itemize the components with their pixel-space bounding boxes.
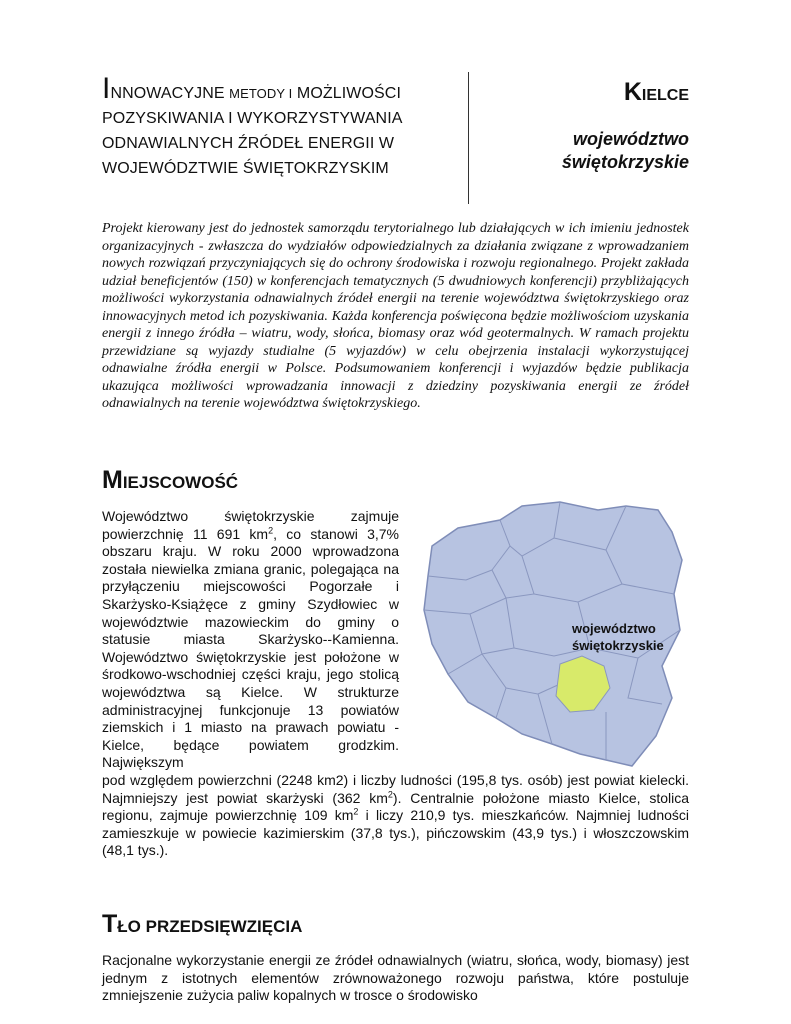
city-name (624, 78, 689, 107)
heading-initial: M (102, 466, 123, 494)
heading-initial: T (102, 910, 118, 938)
region-name: województwo świętokrzyskie (561, 129, 689, 172)
p2-text-b: ). Centralnie położone miasto Kielce, stolica regionu, zajmuje powierzchnię 109 km (102, 789, 690, 824)
p2-superscript-2: 2 (353, 806, 359, 817)
p1-text-b: , co stanowi 3,7% obszaru kraju. W roku 2000 wprowadzona została niewielka zmiana granic, polegająca na przyłączeniu miejscowości Pogorzałe i Skarżysko-Książęce z gminy Szydłowiec w województwie mazowieckim do gminy o statusie miasta Skarżysko--Kamienna. Województwo świętokrzyskie jest położone w środkowo-wschodniej części kraju, jego stolicą województwa są Kielce. W strukturze administracyjnej funkcjonuje 13 powiatów ziemskich i 1 miasto na prawach powiatu - Kielce, będące powiatem grodzkim. Największym (102, 525, 399, 771)
heading-rest: IEJSCOWOŚĆ (122, 473, 239, 492)
section1-paragraph-1 (102, 508, 399, 772)
section-heading-miejscowosc (102, 466, 238, 495)
title-line1-small: METODY I (229, 86, 293, 101)
p2-text-c: i liczy 210,9 tys. mieszkańców. Najmniej ludności zamieszkuje w powiecie kazimierskim (37,8 tys.), pińczowskim (43,9 tys.) i włoszczowskim (48,1 tys.). (102, 807, 690, 859)
section2-paragraph-1: Racjonalne wykorzystanie energii ze źródeł odnawialnych (wiatru, słońca, wody, biomasy) jest jednym z istotnych elementów zrównoważonego rozwoju państwa, które postuluje zmniejszenie zużycia paliw kopalnych w trosce o środowisko (102, 952, 689, 1004)
title-initial: I (102, 72, 111, 105)
section1-paragraph-2 (102, 772, 689, 860)
heading-rest: ŁO PRZEDSIĘWZIĘCIA (117, 917, 303, 936)
p1-text-a: Województwo świętokrzyskie zajmuje powierzchnię 11 691 km (102, 508, 399, 542)
p2-superscript-1: 2 (387, 788, 393, 799)
city-initial: K (623, 78, 642, 106)
p2-text-a: pod względem powierzchni (2248 km2) i liczby ludności (195,8 tys. osób) jest powiat kielecki. Najmniejszy jest powiat skarżyski (362 km (102, 772, 689, 806)
city-rest: IELCE (641, 87, 689, 104)
title-first-word: NNOWACYJNE (110, 85, 225, 102)
header-divider (468, 72, 469, 204)
map-label: województwo świętokrzyskie (572, 621, 664, 653)
intro-paragraph: Projekt kierowany jest do jednostek samorządu terytorialnego lub działających w ich imieniu jednostek organizacyjnych - zwłaszcza do wydziałów odpowiedzialnych za działania związane z wprowadzaniem nowych rozwiązań przyczyniających się do ochrony środowiska i rozwoju regionalnego. Projekt zakłada udział beneficjentów (150) w konferencjach tematycznych (5 dwudniowych konferencji) przybliżających możliwości wykorzystania odnawialnych źródeł energii na terenie województwa świętokrzyskiego oraz innowacyjnych metod ich pozyskiwania. Każda konferencja poświęcona będzie możliwościom uzyskania energii z innego źródła – wiatru, wody, słońca, biomasy oraz wód geotermalnych. W ramach projektu przewidziane są wyjazdy studialne (5 wyjazdów) w celu obejrzenia instalacji wykorzystującej odnawialne źródła energii w Polsce. Podsumowaniem konferencji i wyjazdów będzie publikacja ukazująca możliwości wprowadzania innowacji z dziedziny pozyskiwania energii ze źródeł odnawialnych na terenie województwa świętokrzyskiego. (102, 221, 689, 411)
title-rest: MOŻLIWOŚCI POZYSKIWANIA I WYKORZYSTYWANIA ODNAWIALNYCH ŹRÓDEŁ ENERGII W WOJEWÓDZTWIE ŚWIĘTOKRZYSKIM (102, 85, 402, 177)
section-heading-tlo (102, 910, 302, 939)
document-title (102, 72, 442, 181)
p1-superscript: 2 (268, 524, 274, 535)
